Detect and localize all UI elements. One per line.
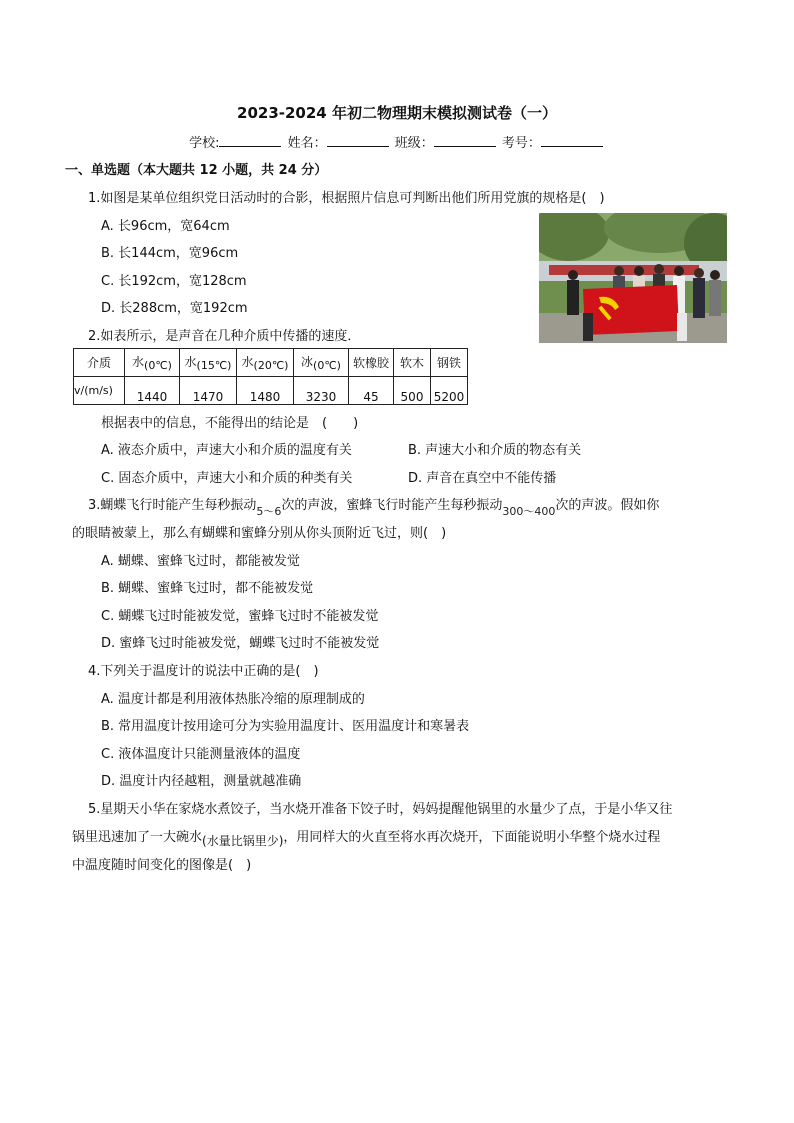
q5-stem-line2: 锅里迅速加了一大碗水(水量比锅里少)，用同样大的火直至将水再次烧开，下面能说明小华整个烧水过程 xyxy=(72,830,661,848)
q1-option-d[interactable]: D. 长288cm，宽192cm xyxy=(101,301,248,316)
q2-option-d[interactable]: D. 声音在真空中不能传播 xyxy=(408,471,557,486)
exam-no-label: 考号： xyxy=(501,136,541,151)
q1-stem: 1.如图是某单位组织党日活动时的合影，根据照片信息可判断出他们所用党旗的规格是( ) xyxy=(88,191,605,206)
table-medium-cell: 软橡胶 xyxy=(349,349,394,377)
q5-paren-note: (水量比锅里少) xyxy=(202,834,284,848)
school-label: 学校: xyxy=(189,136,220,151)
table-speed-cell: 3230 xyxy=(294,377,349,405)
table-medium-cell: 水(0℃) xyxy=(125,349,180,377)
class-label: 班级： xyxy=(394,136,434,151)
table-medium-cell: 冰(0℃) xyxy=(294,349,349,377)
q3-option-a[interactable]: A. 蝴蝶、蜜蜂飞过时，都能被发觉 xyxy=(101,554,300,569)
q5-stem-line3: 中温度随时间变化的图像是( ) xyxy=(72,858,252,873)
table-speed-cell: 5200 xyxy=(431,377,468,405)
q4-stem: 4.下列关于温度计的说法中正确的是( ) xyxy=(88,664,319,679)
name-blank[interactable] xyxy=(327,135,389,147)
table-speed-cell: 500 xyxy=(394,377,431,405)
table-header-speed: v/(m/s) xyxy=(74,377,125,405)
q1-option-a[interactable]: A. 长96cm，宽64cm xyxy=(101,219,230,234)
exam-title: 2023-2024 年初二物理期末模拟测试卷（一） xyxy=(237,104,557,122)
q3-stem: 3.蝴蝶飞行时能产生每秒振动$_{5\sim 6}$次的声波，蜜蜂飞行时能产生每秒振动$_{300\sim 400}$次的声波。假如你 xyxy=(88,498,660,518)
q3-option-c[interactable]: C. 蝴蝶飞过时能被发觉，蜜蜂飞过时不能被发觉 xyxy=(101,609,379,624)
table-speed-cell: 1470 xyxy=(180,377,237,405)
q1-option-b[interactable]: B. 长144cm，宽96cm xyxy=(101,246,239,261)
q3-option-b[interactable]: B. 蝴蝶、蜜蜂飞过时，都不能被发觉 xyxy=(101,581,314,596)
q4-option-b[interactable]: B. 常用温度计按用途可分为实验用温度计、医用温度计和寒暑表 xyxy=(101,719,470,734)
q3-stem-line2: 的眼睛被蒙上，那么有蝴蝶和蜜蜂分别从你头顶附近飞过，则( ) xyxy=(72,526,447,541)
table-medium-cell: 水(15℃) xyxy=(180,349,237,377)
q4-option-d[interactable]: D. 温度计内径越粗，测量就越准确 xyxy=(101,774,302,789)
table-medium-cell: 水(20℃) xyxy=(237,349,294,377)
table-row-medium xyxy=(74,349,468,377)
class-blank[interactable] xyxy=(434,135,496,147)
sound-speed-table xyxy=(73,348,468,405)
table-row-speed xyxy=(74,377,468,405)
table-header-medium: 介质 xyxy=(74,349,125,377)
q2-option-b[interactable]: B. 声速大小和介质的物态有关 xyxy=(408,443,582,458)
student-info-line xyxy=(0,132,794,151)
exam-no-blank[interactable] xyxy=(541,135,603,147)
table-speed-cell: 45 xyxy=(349,377,394,405)
q2-option-c[interactable]: C. 固态介质中，声速大小和介质的种类有关 xyxy=(101,471,353,486)
q2-followup: 根据表中的信息，不能得出的结论是 ( ) xyxy=(101,416,359,431)
q3-option-d[interactable]: D. 蜜蜂飞过时能被发觉，蝴蝶飞过时不能被发觉 xyxy=(101,636,380,651)
table-medium-cell: 钢铁 xyxy=(431,349,468,377)
q5-stem-line1: 5.星期天小华在家烧水煮饺子，当水烧开准备下饺子时，妈妈提醒他锅里的水量少了点，于是小华又往 xyxy=(88,802,673,817)
q4-option-a[interactable]: A. 温度计都是利用液体热胀冷缩的原理制成的 xyxy=(101,692,365,707)
q2-stem: 2.如表所示，是声音在几种介质中传播的速度． xyxy=(88,329,361,344)
school-blank[interactable] xyxy=(219,135,281,147)
q2-option-a[interactable]: A. 液态介质中，声速大小和介质的温度有关 xyxy=(101,443,352,458)
q3-range-butterfly: 5～6 xyxy=(256,505,282,518)
q4-option-c[interactable]: C. 液体温度计只能测量液体的温度 xyxy=(101,747,301,762)
name-label: 姓名： xyxy=(287,136,327,151)
table-speed-cell: 1440 xyxy=(125,377,180,405)
table-medium-cell: 软木 xyxy=(394,349,431,377)
table-speed-cell: 1480 xyxy=(237,377,294,405)
q3-range-bee: 300～400 xyxy=(502,505,556,518)
party-flag-photo xyxy=(539,213,727,343)
q1-option-c[interactable]: C. 长192cm，宽128cm xyxy=(101,274,247,289)
section-heading: 一、单选题（本大题共 12 小题，共 24 分） xyxy=(65,163,328,178)
